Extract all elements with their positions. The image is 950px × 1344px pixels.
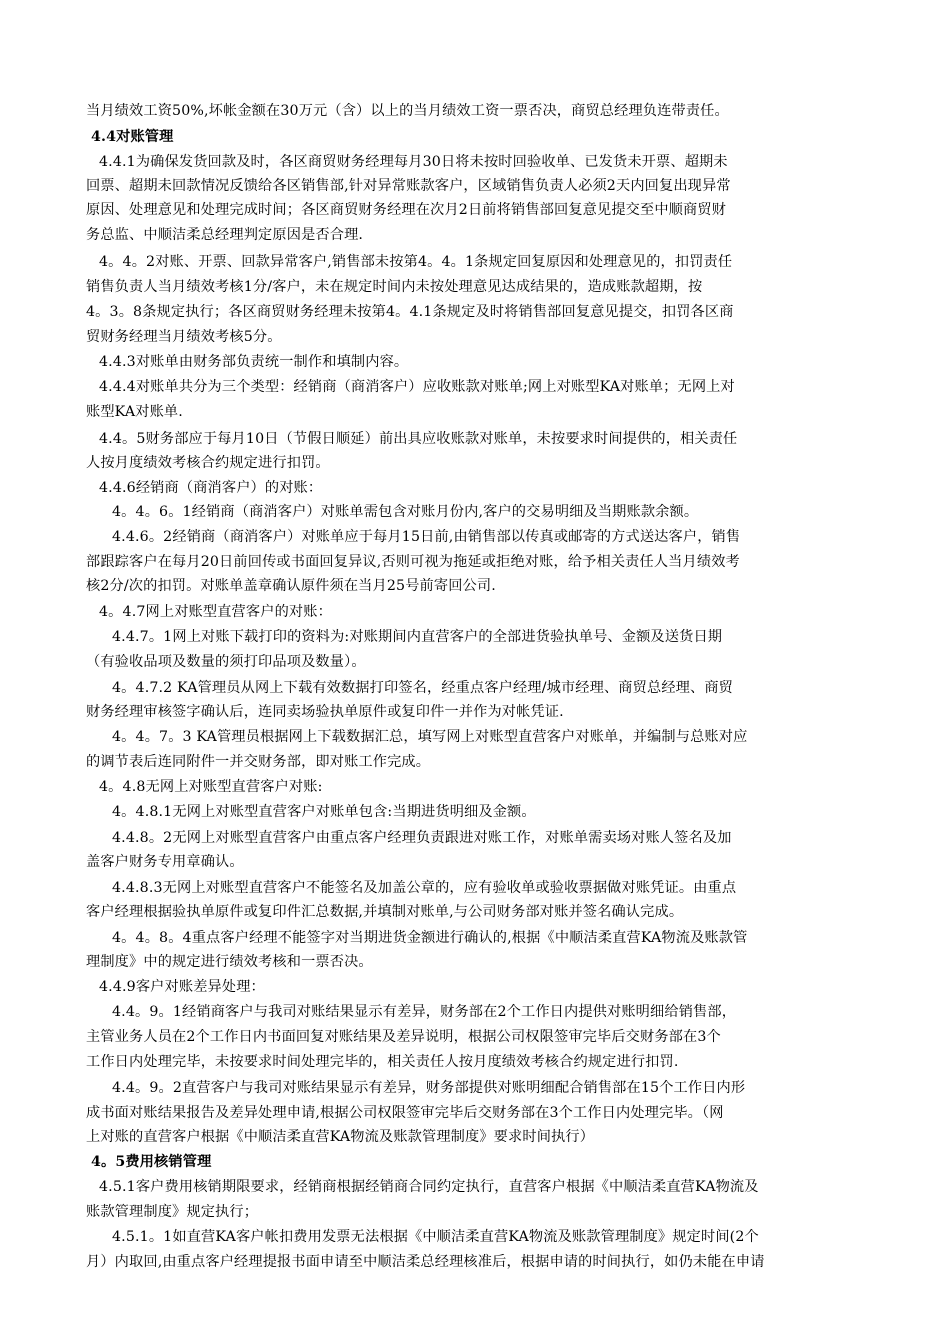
text-line: 4。4。8。4重点客户经理不能签字对当期进货金额进行确认的,根据《中顺洁柔直营KA物流及账款管 — [112, 930, 748, 946]
text-line: 4.5.1。1如直营KA客户帐扣费用发票无法根据《中顺洁柔直营KA物流及账款管理制度》规定时间(2个 — [112, 1229, 759, 1245]
text-line: 4.4。5财务部应于每月10日（节假日顺延）前出具应收账款对账单，未按要求时间提供的，相关责任 — [99, 431, 738, 447]
text-line: 4.4。9。1经销商客户与我司对账结果显示有差异，财务部在2个工作日内提供对账明细给销售部， — [112, 1004, 737, 1020]
text-line: 4.4.4对账单共分为三个类型：经销商（商消客户）应收账款对账单;网上对账型KA对账单；无网上对 — [99, 379, 735, 395]
text-line: 贸财务经理当月绩效考核5分。 — [86, 329, 282, 345]
text-line: 月）内取回,由重点客户经理提报书面申请至中顺洁柔总经理核准后，根据申请的时间执行，如仍未能在申请 — [86, 1254, 765, 1270]
text-line: 的调节表后连同附件一并交财务部，即对账工作完成。 — [86, 754, 431, 770]
text-line: 4.4.3对账单由财务部负责统一制作和填制内容。 — [99, 354, 409, 370]
section-heading: 4.4对账管理 — [91, 129, 174, 145]
section-heading: 4。5费用核销管理 — [91, 1154, 212, 1170]
text-line: 4。4.7网上对账型直营客户的对账： — [99, 604, 332, 620]
text-line: 主管业务人员在2个工作日内书面回复对账结果及差异说明，根据公司权限签审完毕后交财务部在3个 — [86, 1029, 721, 1045]
text-line: 4.4.6。2经销商（商消客户）对账单应于每月15日前,由销售部以传真或邮寄的方式送达客户，销售 — [112, 529, 741, 545]
text-line: 4.4。9。2直营客户与我司对账结果显示有差异，财务部提供对账明细配合销售部在15个工作日内形 — [112, 1080, 746, 1096]
text-line: 4.4.6经销商（商消客户）的对账： — [99, 480, 323, 496]
text-line: 当月绩效工资50%,坏帐金额在30万元（含）以上的当月绩效工资一票否决，商贸总经理负连带责任。 — [86, 103, 729, 119]
text-line: 上对账的直营客户根据《中顺洁柔直营KA物流及账款管理制度》要求时间执行） — [86, 1129, 595, 1145]
text-line: 4.4.7。1网上对账下载打印的资料为:对账期间内直营客户的全部进货验执单号、金额及送货日期 — [112, 629, 723, 645]
text-line: 账型KA对账单. — [86, 404, 183, 420]
text-line: 人按月度绩效考核合约规定进行扣罚。 — [86, 455, 330, 471]
text-line: 销售负责人当月绩效考核1分/客户，未在规定时间内未按处理意见达成结果的，造成账款超期，按 — [86, 279, 703, 295]
text-line: 4。4.7.2 KA管理员从网上下载有效数据打印签名，经重点客户经理/城市经理、商贸总经理、商贸 — [112, 680, 734, 696]
text-line: 工作日内处理完毕，未按要求时间处理完毕的，相关责任人按月度绩效考核合约规定进行扣罚. — [86, 1054, 679, 1070]
text-line: 原因、处理意见和处理完成时间；各区商贸财务经理在次月2日前将销售部回复意见提交至中顺商贸财 — [86, 202, 727, 218]
text-line: 4.4.8.3无网上对账型直营客户不能签名及加盖公章的，应有验收单或验收票据做对账凭证。由重点 — [112, 880, 737, 896]
text-line: 4.4.1为确保发货回款及时，各区商贸财务经理每月30日将未按时回验收单、已发货未开票、超期未 — [99, 154, 728, 170]
text-line: 4。4。2对账、开票、回款异常客户,销售部未按第4。4。1条规定回复原因和处理意见的，扣罚责任 — [99, 254, 733, 270]
text-line: 财务经理审核签字确认后，连同卖场验执单原件或复印件一并作为对帐凭证. — [86, 704, 564, 720]
text-line: 4。4。6。1经销商（商消客户）对账单需包含对账月份内,客户的交易明细及当期账款余额。 — [112, 504, 699, 520]
text-line: 理制度》中的规定进行绩效考核和一票否决。 — [86, 954, 373, 970]
text-line: 4。3。8条规定执行；各区商贸财务经理未按第4。4.1条规定及时将销售部回复意见提交，扣罚各区商 — [86, 304, 734, 320]
text-line: 账款管理制度》规定执行； — [86, 1204, 259, 1220]
text-line: 4。4。7。3 KA管理员根据网上下载数据汇总，填写网上对账型直营客户对账单，并编制与总账对应 — [112, 729, 748, 745]
text-line: （有验收品项及数量的须打印品项及数量）。 — [86, 654, 366, 670]
text-line: 成书面对账结果报告及差异处理申请,根据公司权限签审完毕后交财务部在3个工作日内处理完毕。（网 — [86, 1105, 724, 1121]
text-line: 4。4.8.1无网上对账型直营客户对账单包含:当期进货明细及金额。 — [112, 804, 536, 820]
text-line: 客户经理根据验执单原件或复印件汇总数据,并填制对账单,与公司财务部对账并签名确认完成。 — [86, 904, 684, 920]
text-line: 回票、超期未回款情况反馈给各区销售部,针对异常账款客户，区域销售负责人必须2天内回复出现异常 — [86, 178, 731, 194]
text-line: 核2分/次的扣罚。对账单盖章确认原件须在当月25号前寄回公司. — [86, 578, 496, 594]
text-line: 4.5.1客户费用核销期限要求，经销商根据经销商合同约定执行，直营客户根据《中顺洁柔直营KA物流及 — [99, 1179, 759, 1195]
text-line: 4。4.8无网上对账型直营客户对账: — [99, 779, 323, 795]
text-line: 盖客户财务专用章确认。 — [86, 854, 244, 870]
text-line: 部跟踪客户在每月20日前回传或书面回复异议,否则可视为拖延或拒绝对账，给予相关责任人当月绩效考 — [86, 554, 740, 570]
text-line: 务总监、中顺洁柔总经理判定原因是否合理. — [86, 227, 364, 243]
text-line: 4.4.8。2无网上对账型直营客户由重点客户经理负责跟进对账工作，对账单需卖场对账人签名及加 — [112, 830, 732, 846]
text-line: 4.4.9客户对账差异处理： — [99, 979, 265, 995]
